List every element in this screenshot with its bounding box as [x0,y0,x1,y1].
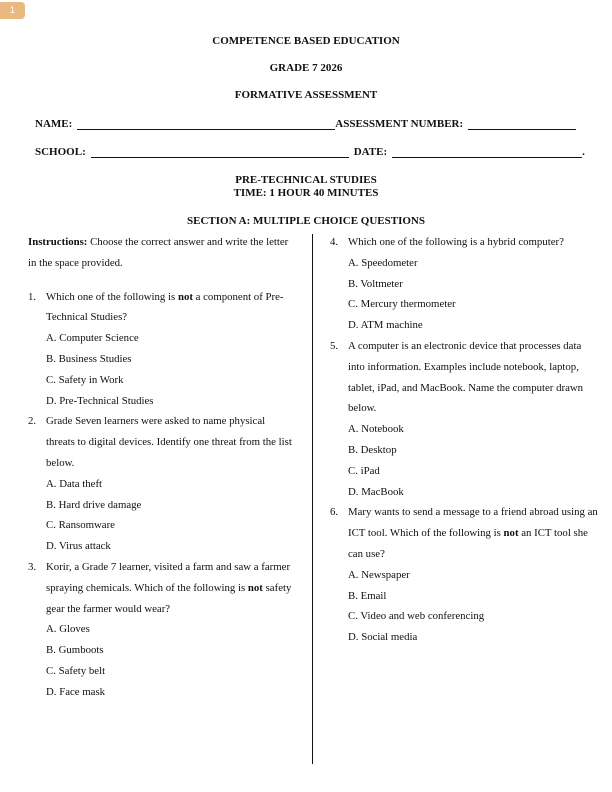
question-text [348,336,598,419]
answer-option[interactable]: A. Newspaper [348,568,410,581]
answer-option[interactable]: D. Social media [348,631,418,644]
answer-option[interactable]: A. Notebook [348,423,404,436]
name-blank[interactable] [77,118,335,130]
subject-title: PRE-TECHNICAL STUDIES [235,174,377,186]
heading-grade: GRADE 7 2026 [269,62,343,74]
question-text-pre: Which one of the following is [46,290,178,303]
question-text-emphasis: not [177,290,193,303]
left-column [28,232,296,703]
question-text-pre: Mary wants to send a message to a friend abroad using an ICT tool. Which of the following is [348,506,598,540]
question-3 [28,557,296,703]
question-body [46,411,296,557]
question-text [348,502,598,564]
question-5 [330,336,598,502]
question-text-pre: Grade Seven learners were asked to name physical threats to digital devices. Identify one threat from the list below. [46,415,292,469]
question-body [46,287,296,412]
question-text [348,232,598,253]
answer-option[interactable]: B. Voltmeter [348,277,403,290]
answer-option[interactable]: B. Gumboots [46,644,104,657]
assessment-number-blank[interactable] [468,118,576,130]
instructions-text: Choose the correct answer and write the letter in the space provided. [28,236,289,269]
question-4 [330,232,598,336]
answer-option[interactable]: C. Ransomware [46,519,115,532]
answer-option[interactable]: C. iPad [348,464,380,477]
question-text-post: a component of Pre-Technical Studies? [46,290,284,324]
page-number-badge: 1 [0,2,25,19]
answer-option[interactable]: A. Gloves [46,623,90,636]
answer-option[interactable]: C. Mercury thermometer [348,298,456,311]
answer-option[interactable]: A. Speedometer [348,256,418,269]
question-text-pre: Which one of the following is a hybrid computer? [348,236,564,248]
heading-assessment: FORMATIVE ASSESSMENT [234,89,378,101]
question-1 [28,287,296,412]
school-row [35,146,590,158]
answer-option[interactable]: D. Pre-Technical Studies [46,394,154,407]
question-text-emphasis: not [503,527,519,540]
school-label: SCHOOL: [35,146,86,158]
question-number: 3. [28,560,37,573]
question-text [46,287,296,329]
answer-option[interactable]: B. Desktop [348,443,397,456]
question-text [46,557,296,619]
answer-option[interactable]: A. Computer Science [46,332,139,345]
answer-option[interactable]: D. MacBook [348,485,404,498]
assessment-number-label: ASSESSMENT NUMBER: [335,118,464,130]
question-body [348,502,598,648]
question-text-post: an ICT tool she can use? [348,527,588,560]
question-number: 1. [28,290,37,303]
section-title: SECTION A: MULTIPLE CHOICE QUESTIONS [187,215,425,227]
answer-option[interactable]: B. Hard drive damage [46,498,142,511]
answer-option[interactable]: B. Email [348,589,387,602]
answer-option[interactable]: C. Safety in Work [46,373,124,386]
question-body [348,232,598,336]
instructions-label: Instructions: [28,236,88,248]
answer-option[interactable]: A. Data theft [46,477,103,490]
right-column [330,232,598,648]
date-end: . [582,146,585,158]
question-text-pre: Korir, a Grade 7 learner, visited a farm and saw a farmer spraying chemicals. Which of the following is [46,560,291,594]
name-label: NAME: [35,118,73,130]
answer-option[interactable]: D. Virus attack [46,540,111,553]
question-body [348,336,598,502]
question-text-post: safety gear the farmer would wear? [46,581,292,615]
heading-program: COMPETENCE BASED EDUCATION [212,35,400,47]
question-body [46,557,296,703]
column-divider [312,234,313,764]
school-blank[interactable] [91,146,349,158]
question-number: 6. [330,506,339,519]
date-blank[interactable] [392,146,582,158]
question-text-pre: A computer is an electronic device that processes data into information. Examples include notebook, laptop, tablet, iPad, and MacBook. Name the computer drawn below. [348,339,584,415]
question-text [46,411,296,473]
question-number: 5. [330,339,339,352]
answer-option[interactable]: D. ATM machine [348,319,423,332]
question-text-emphasis: not [247,581,263,594]
date-label: DATE: [353,146,388,158]
answer-option[interactable]: B. Business Studies [46,352,132,365]
instructions [28,232,296,274]
answer-option[interactable]: D. Face mask [46,685,106,698]
name-row [35,118,590,130]
answer-option[interactable]: C. Safety belt [46,664,106,677]
answer-option[interactable]: C. Video and web conferencing [348,610,485,623]
time-allowed: TIME: 1 HOUR 40 MINUTES [233,187,379,199]
question-2 [28,411,296,557]
question-number: 4. [330,236,339,248]
question-number: 2. [28,415,37,428]
question-6 [330,502,598,648]
